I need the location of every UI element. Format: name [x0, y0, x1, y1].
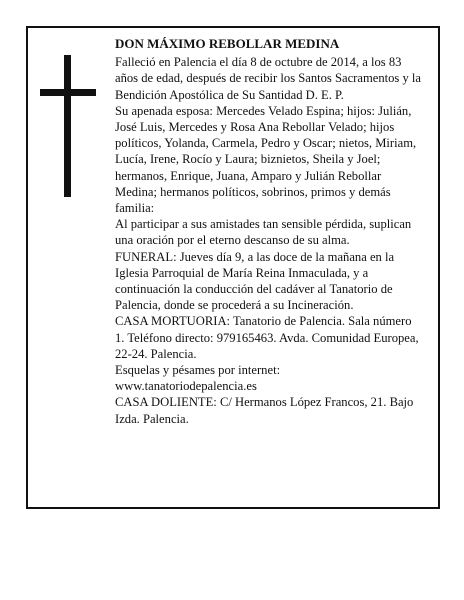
obituary-text: [115, 36, 423, 427]
mortuary-details: CASA MORTUORIA: Tanatorio de Palencia. Sala número 1. Teléfono directo: 979165463. Avda. Comunidad Europea, 22-24. Palencia.: [115, 314, 419, 361]
cross-icon: [40, 55, 96, 197]
family-home-address: CASA DOLIENTE: C/ Hermanos López Francos, 21. Bajo Izda. Palencia.: [115, 395, 414, 426]
death-announcement: Falleció en Palencia el día 8 de octubre de 2014, a los 83 años de edad, después de recibir los Santos Sacramentos y la Bendición Apostólica de Su Santidad D. E. P.: [115, 55, 422, 102]
cross-horizontal-bar: [40, 89, 96, 96]
family-list: Su apenada esposa: Mercedes Velado Espina; hijos: Julián, José Luis, Mercedes y Rosa Ana Rebollar Velado; hijos políticos, Yolanda, Carmela, Pedro y Oscar; nietos, Miriam, Lucía, Irene, Rocío y Laura; biznietos, Sheila y Joel; hermanos, Enrique, Juana, Amparo y Julián Rebollar Medina; hermanos políticos, sobrinos, primos y demás familia:: [115, 103, 417, 216]
deceased-name: DON MÁXIMO REBOLLAR MEDINA: [115, 36, 340, 51]
online-condolences: Esquelas y pésames por internet: www.tanatoriodepalencia.es: [115, 363, 281, 394]
prayer-request: Al participar a sus amistades tan sensible pérdida, suplican una oración por el eterno descanso de su alma.: [115, 217, 412, 248]
cross-vertical-bar: [64, 55, 71, 197]
funeral-details: FUNERAL: Jueves día 9, a las doce de la mañana en la Iglesia Parroquial de María Reina Inmaculada, y a continuación la conducción del cadáver al Tanatorio de Palencia, donde se procederá a su Incineración.: [115, 249, 395, 313]
